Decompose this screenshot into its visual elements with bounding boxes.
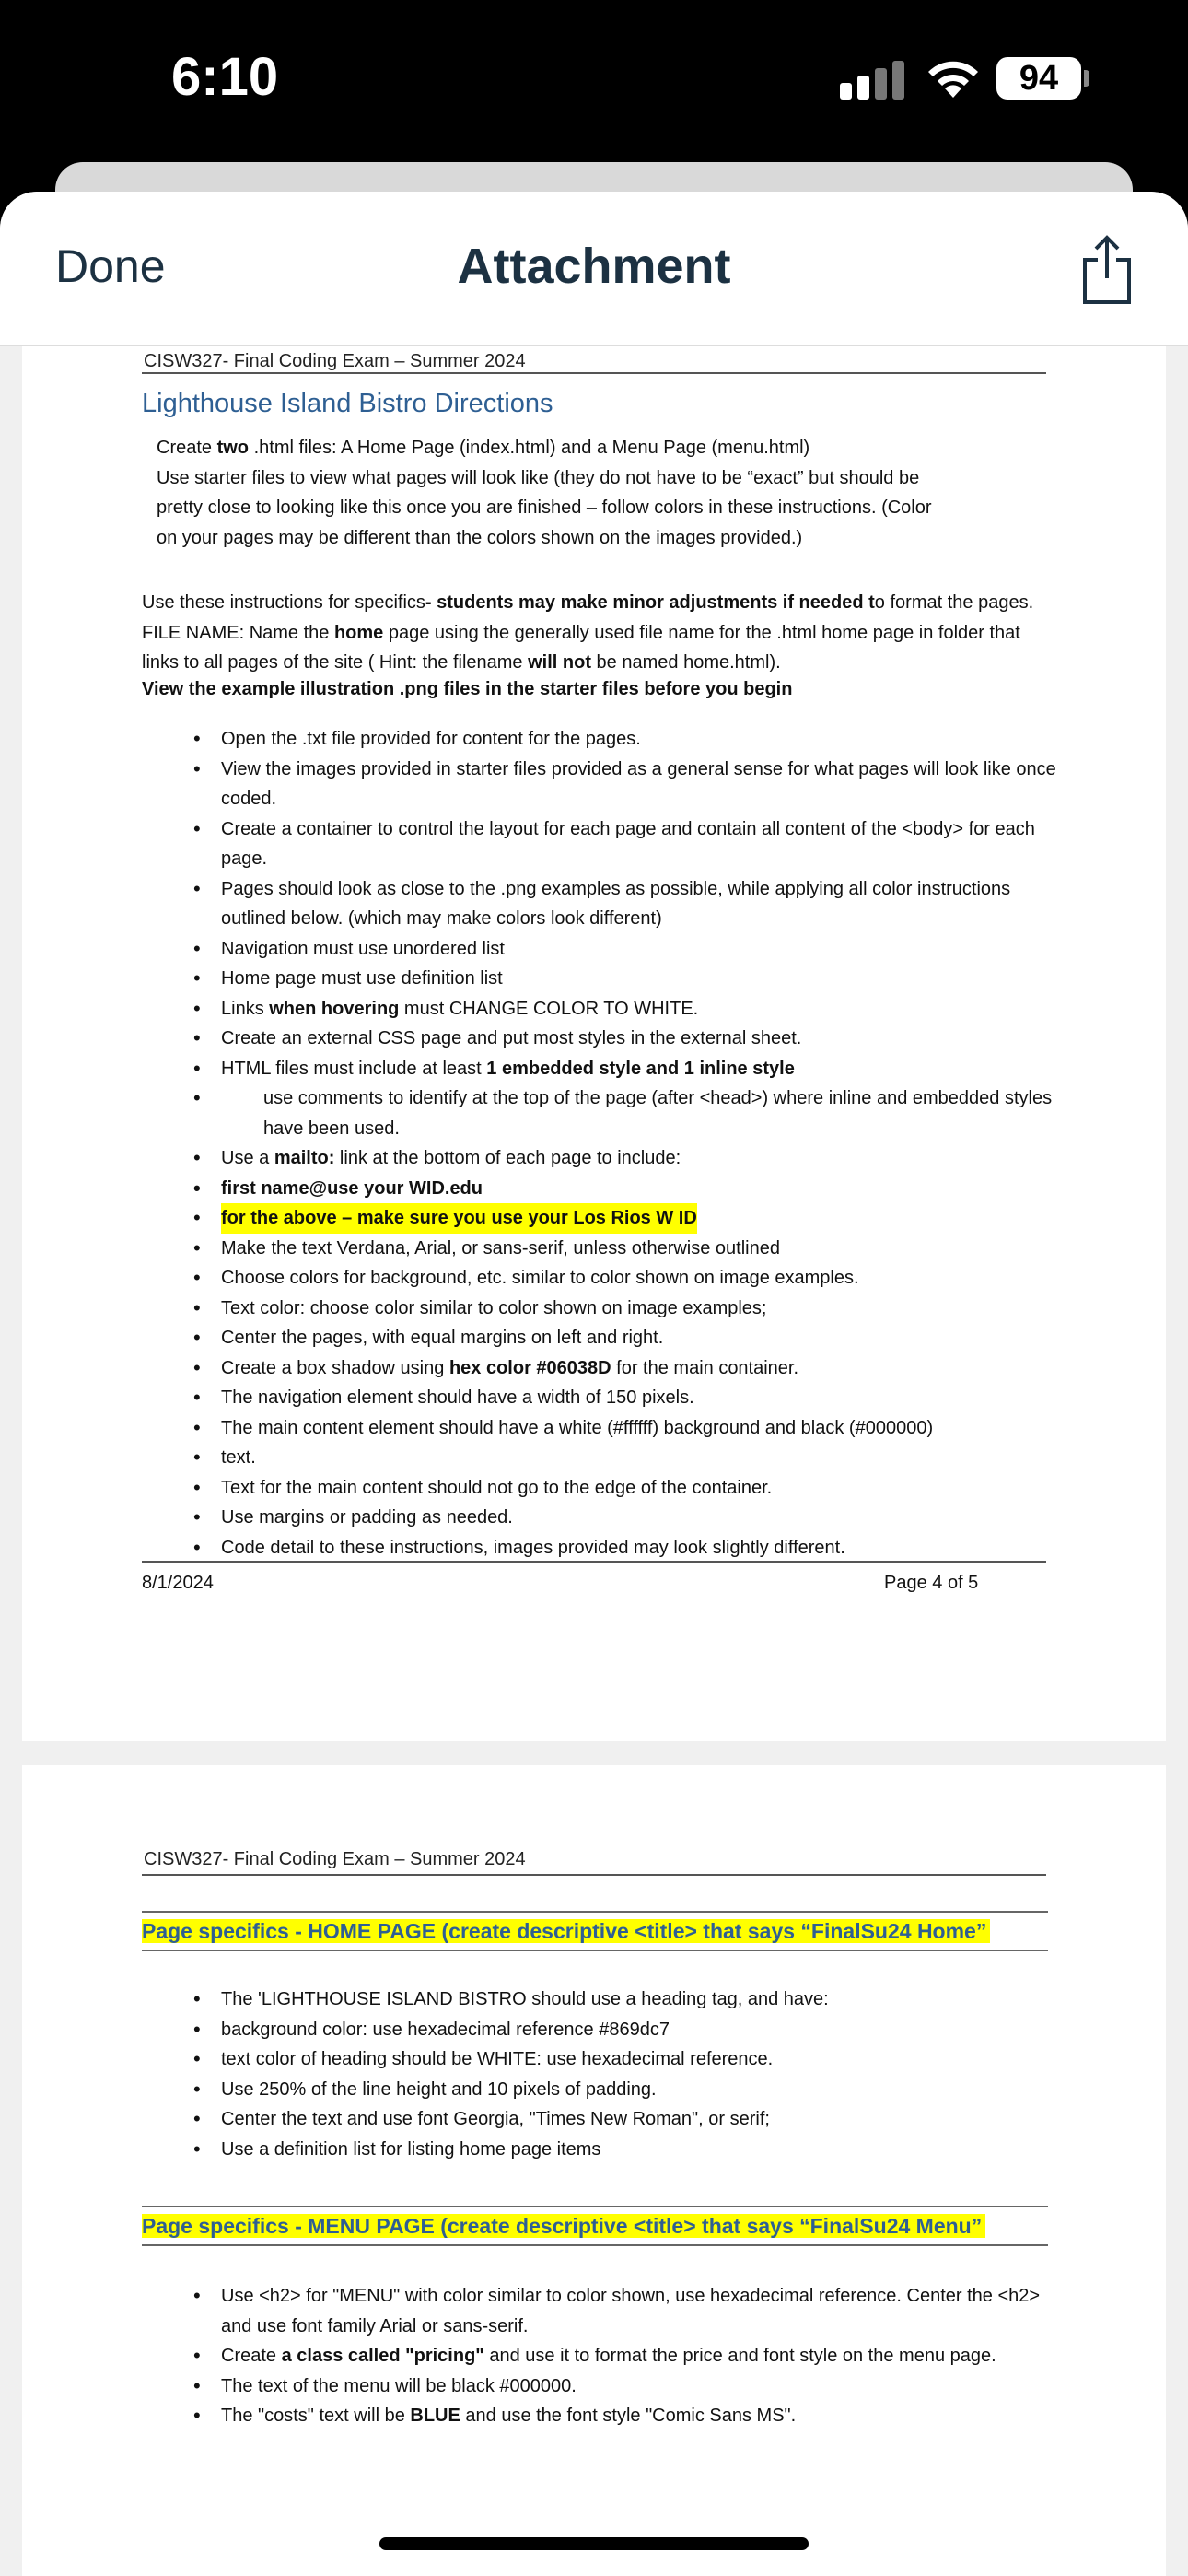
list-item: • Navigation must use unordered list xyxy=(193,934,1059,965)
nav-title: Attachment xyxy=(457,239,731,294)
document-page-4 xyxy=(22,302,1166,1741)
share-icon[interactable] xyxy=(1079,232,1135,306)
list-item: • Create a class called "pricing" and use it to format the price and font style on the menu page. xyxy=(193,2341,1059,2371)
list-item: • The navigation element should have a width of 150 pixels. xyxy=(193,1383,1059,1413)
list-item: • text color of heading should be WHITE: use hexadecimal reference. xyxy=(193,2044,1059,2075)
list-item: • Home page must use definition list xyxy=(193,964,1059,994)
instructions-list xyxy=(193,724,1059,1563)
list-item: • text. xyxy=(193,1443,1059,1473)
status-bar xyxy=(0,0,1188,166)
intro-paragraph xyxy=(157,433,1031,553)
list-item: • Use <h2> for "MENU" with color similar to color shown, use hexadecimal reference. Center the <h2> and use font family Arial or sans-serif. xyxy=(193,2281,1059,2341)
header-rule xyxy=(142,372,1046,374)
list-item: • background color: use hexadecimal reference #869dc7 xyxy=(193,2015,1059,2045)
attachment-navbar xyxy=(0,192,1188,346)
list-item: • Use 250% of the line height and 10 pixels of padding. xyxy=(193,2075,1059,2105)
attachment-sheet xyxy=(0,192,1188,2576)
list-item: • Pages should look as close to the .png examples as possible, while applying all color instructions outlined below. (which may make colors look different) xyxy=(193,874,1059,934)
list-item: • Use a mailto: link at the bottom of each page to include: xyxy=(193,1143,1059,1174)
intro-line: Create two .html files: A Home Page (index.html) and a Menu Page (menu.html) xyxy=(157,438,810,458)
footer-rule xyxy=(142,1561,1046,1563)
list-item: • Create a container to control the layout for each page and contain all content of the <body> for each page. xyxy=(193,814,1059,874)
menu-page-list xyxy=(193,2281,1059,2431)
home-page-section-heading xyxy=(142,1911,1048,1951)
list-item: • Use a definition list for listing home page items xyxy=(193,2135,1059,2165)
cellular-signal-icon xyxy=(840,59,906,100)
list-item: • Choose colors for background, etc. similar to color shown on image examples. xyxy=(193,1263,1059,1294)
header-rule xyxy=(142,1874,1046,1876)
wifi-icon xyxy=(925,55,982,100)
highlighted-note: for the above – make sure you use your Los Rios W ID xyxy=(221,1203,697,1234)
sub-list-item xyxy=(193,1203,1059,1234)
list-item: • Use margins or padding as needed. xyxy=(193,1503,1059,1533)
status-time: 6:10 xyxy=(171,47,279,107)
list-item: • Text for the main content should not go to the edge of the container. xyxy=(193,1473,1059,1504)
intro-line: Use starter files to view what pages will look like (they do not have to be “exact” but should be xyxy=(157,467,920,488)
mailto-line: • first name@use your WID.edu xyxy=(193,1174,1059,1204)
menu-page-section-heading xyxy=(142,2206,1048,2246)
list-item: • View the images provided in starter files provided as a general sense for what pages will look like once coded. xyxy=(193,755,1059,814)
section-heading-text: Page specifics - HOME PAGE (create descriptive <title> that says “FinalSu24 Home” xyxy=(142,1919,990,1943)
section-heading-text: Page specifics - MENU PAGE (create descriptive <title> that says “FinalSu24 Menu” xyxy=(142,2214,985,2238)
view-example-note: View the example illustration .png files in the starter files before you begin xyxy=(142,679,793,699)
footer-page-number: Page 4 of 5 xyxy=(884,1573,979,1593)
footer-date: 8/1/2024 xyxy=(142,1573,214,1593)
specifics-line: FILE NAME: Name the home page using the generally used file name for the .html home page in folder that xyxy=(142,622,1020,643)
battery-indicator: 94 xyxy=(996,57,1081,100)
home-page-list xyxy=(193,1985,1059,2164)
list-item: • Center the pages, with equal margins on left and right. xyxy=(193,1323,1059,1353)
list-item: • Open the .txt file provided for content for the pages. xyxy=(193,724,1059,755)
list-item: • HTML files must include at least 1 embedded style and 1 inline style xyxy=(193,1054,1059,1084)
specifics-line: Use these instructions for specifics- students may make minor adjustments if needed to format the pages. xyxy=(142,592,1034,613)
document-title: Lighthouse Island Bistro Directions xyxy=(142,389,553,418)
intro-line: on your pages may be different than the colors shown on the images provided.) xyxy=(157,527,803,548)
list-item: • The text of the menu will be black #000000. xyxy=(193,2371,1059,2402)
document-page-5 xyxy=(22,1765,1166,2576)
list-item: • Create an external CSS page and put most styles in the external sheet. xyxy=(193,1024,1059,1054)
list-item: • Center the text and use font Georgia, "Times New Roman", or serif; xyxy=(193,2104,1059,2135)
list-item: • Create a box shadow using hex color #06038D for the main container. xyxy=(193,1353,1059,1384)
list-item: • Code detail to these instructions, images provided may look slightly different. xyxy=(193,1533,1059,1563)
sub-list-item: • use comments to identify at the top of the page (after <head>) where inline and embedded styles have been used. xyxy=(193,1083,1059,1143)
list-item: • The "costs" text will be BLUE and use the font style "Comic Sans MS". xyxy=(193,2401,1059,2431)
specifics-paragraph xyxy=(142,588,1054,678)
intro-line: pretty close to looking like this once you are finished – follow colors in these instructions. (Color xyxy=(157,498,932,518)
specifics-line: links to all pages of the site ( Hint: the filename will not be named home.html). xyxy=(142,652,781,673)
page-header: CISW327- Final Coding Exam – Summer 2024 xyxy=(144,1849,526,1869)
list-item: • The 'LIGHTHOUSE ISLAND BISTRO should use a heading tag, and have: xyxy=(193,1985,1059,2015)
list-item: • Links when hovering must CHANGE COLOR TO WHITE. xyxy=(193,994,1059,1025)
battery-nub xyxy=(1084,70,1089,87)
page-header: CISW327- Final Coding Exam – Summer 2024 xyxy=(144,351,526,371)
list-item: • Make the text Verdana, Arial, or sans-serif, unless otherwise outlined xyxy=(193,1234,1059,1264)
list-item: • Text color: choose color similar to color shown on image examples; xyxy=(193,1294,1059,1324)
home-indicator[interactable] xyxy=(379,2537,809,2550)
done-button[interactable]: Done xyxy=(55,240,166,292)
list-item: • The main content element should have a white (#ffffff) background and black (#000000) xyxy=(193,1413,1059,1444)
